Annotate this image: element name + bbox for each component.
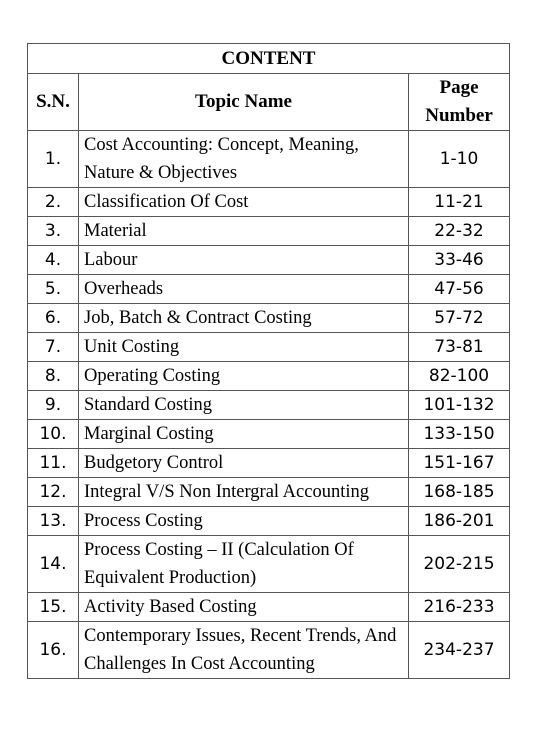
- row-page-range: 101-132: [409, 391, 510, 420]
- row-topic-line1: Contemporary Issues, Recent Trends, And: [84, 626, 397, 646]
- table-row: [28, 536, 510, 593]
- row-serial-number: 6.: [28, 304, 79, 333]
- row-topic: [79, 246, 409, 275]
- header-sn: S.N.: [28, 74, 79, 131]
- table-row: [28, 304, 510, 333]
- table-row: [28, 391, 510, 420]
- row-topic: [79, 478, 409, 507]
- contents-table: [27, 43, 510, 679]
- row-page-range: 186-201: [409, 507, 510, 536]
- row-page-range: 73-81: [409, 333, 510, 362]
- row-serial-number: 11.: [28, 449, 79, 478]
- table-row: [28, 507, 510, 536]
- row-serial-number: 8.: [28, 362, 79, 391]
- row-serial-number: 10.: [28, 420, 79, 449]
- row-serial-number: 15.: [28, 593, 79, 622]
- row-topic-line2: Nature & Objectives: [84, 163, 238, 183]
- row-topic: [79, 420, 409, 449]
- row-topic-line1: Material: [84, 221, 147, 241]
- row-topic-line1: Standard Costing: [84, 395, 212, 415]
- row-page-range: 202-215: [409, 536, 510, 593]
- row-topic: [79, 593, 409, 622]
- row-topic: [79, 188, 409, 217]
- row-topic-line1: Budgetory Control: [84, 453, 224, 473]
- table-row: [28, 420, 510, 449]
- row-topic-line1: Labour: [84, 250, 138, 270]
- row-page-range: 216-233: [409, 593, 510, 622]
- row-topic-line1: Process Costing – II (Calculation Of: [84, 540, 354, 560]
- row-page-range: 33-46: [409, 246, 510, 275]
- row-topic: [79, 536, 409, 593]
- table-row: [28, 188, 510, 217]
- row-page-range: 57-72: [409, 304, 510, 333]
- row-topic: [79, 507, 409, 536]
- table-row: [28, 362, 510, 391]
- row-topic-line1: Marginal Costing: [84, 424, 214, 444]
- table-row: [28, 217, 510, 246]
- header-page-line2: Number: [425, 105, 493, 126]
- table-row: [28, 449, 510, 478]
- row-topic-line2: Equivalent Production): [84, 568, 257, 588]
- row-topic-line1: Classification Of Cost: [84, 192, 249, 212]
- row-topic-line1: Integral V/S Non Intergral Accounting: [84, 482, 369, 502]
- table-row: [28, 333, 510, 362]
- table-row: [28, 622, 510, 679]
- row-topic: [79, 275, 409, 304]
- table-title: CONTENT: [28, 44, 510, 74]
- row-topic-line1: Job, Batch & Contract Costing: [84, 308, 312, 328]
- table-row: [28, 246, 510, 275]
- row-topic: [79, 131, 409, 188]
- row-serial-number: 1.: [28, 131, 79, 188]
- header-page-number: [409, 74, 510, 131]
- header-topic: Topic Name: [79, 74, 409, 131]
- table-body: [28, 131, 510, 679]
- row-serial-number: 3.: [28, 217, 79, 246]
- row-serial-number: 7.: [28, 333, 79, 362]
- row-serial-number: 5.: [28, 275, 79, 304]
- row-page-range: 168-185: [409, 478, 510, 507]
- table-row: [28, 131, 510, 188]
- row-serial-number: 14.: [28, 536, 79, 593]
- row-topic: [79, 622, 409, 679]
- row-topic-line1: Activity Based Costing: [84, 597, 257, 617]
- row-page-range: 1-10: [409, 131, 510, 188]
- row-page-range: 47-56: [409, 275, 510, 304]
- row-topic-line1: Cost Accounting: Concept, Meaning,: [84, 135, 359, 155]
- row-topic: [79, 217, 409, 246]
- row-topic: [79, 304, 409, 333]
- row-serial-number: 16.: [28, 622, 79, 679]
- header-page-line1: Page: [439, 77, 479, 98]
- table-row: [28, 275, 510, 304]
- row-serial-number: 13.: [28, 507, 79, 536]
- row-page-range: 151-167: [409, 449, 510, 478]
- row-page-range: 11-21: [409, 188, 510, 217]
- row-topic: [79, 449, 409, 478]
- row-topic: [79, 333, 409, 362]
- row-serial-number: 2.: [28, 188, 79, 217]
- row-topic-line1: Overheads: [84, 279, 164, 299]
- table-row: [28, 593, 510, 622]
- row-topic-line2: Challenges In Cost Accounting: [84, 654, 315, 674]
- row-page-range: 234-237: [409, 622, 510, 679]
- table-row: [28, 478, 510, 507]
- header-row: [28, 74, 510, 131]
- row-topic-line1: Unit Costing: [84, 337, 180, 357]
- row-topic-line1: Operating Costing: [84, 366, 221, 386]
- row-serial-number: 12.: [28, 478, 79, 507]
- row-page-range: 82-100: [409, 362, 510, 391]
- row-topic-line1: Process Costing: [84, 511, 203, 531]
- row-page-range: 133-150: [409, 420, 510, 449]
- row-serial-number: 9.: [28, 391, 79, 420]
- row-serial-number: 4.: [28, 246, 79, 275]
- row-topic: [79, 391, 409, 420]
- row-topic: [79, 362, 409, 391]
- row-page-range: 22-32: [409, 217, 510, 246]
